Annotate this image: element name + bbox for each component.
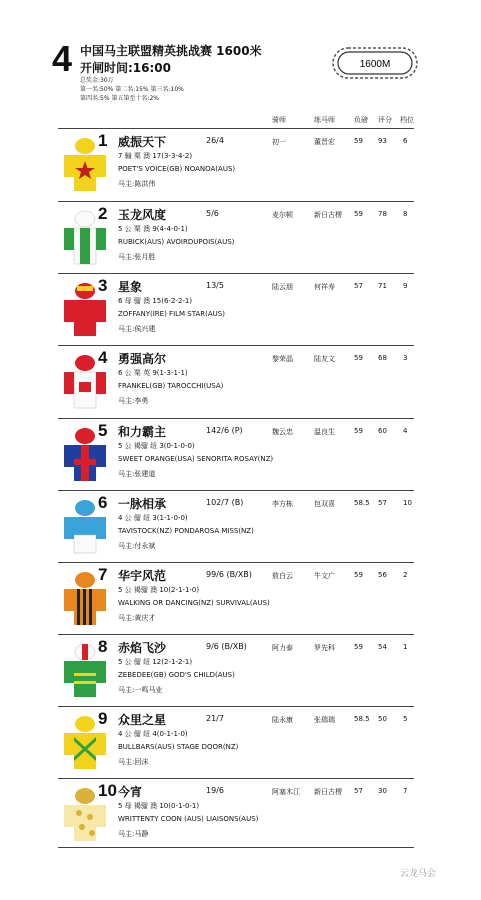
horse-owner: 马主:付永斌	[118, 542, 156, 550]
horse-pedigree: POET'S VOICE(GB) NOANOA(AUS)	[118, 165, 236, 173]
col-header-rating: 评分	[378, 116, 392, 124]
watermark: 云龙马会	[400, 869, 437, 879]
horse-draw: 2	[403, 571, 408, 579]
horse-row	[58, 490, 414, 561]
col-header-draw: 档位	[400, 116, 414, 124]
horse-number: 3	[98, 276, 108, 295]
horse-owner: 马主:陈洪伟	[118, 180, 156, 188]
horse-draw: 3	[403, 354, 408, 362]
horse-rating: 50	[378, 715, 387, 723]
horse-profile: 5 母 褐骝 澳 10(0-1-0-1)	[118, 802, 200, 810]
horse-odds: 99/6 (B/XB)	[206, 570, 252, 579]
horse-owner: 马主:张建道	[118, 470, 156, 478]
horse-odds: 26/4	[206, 136, 224, 145]
horse-name: 星象	[118, 280, 143, 294]
horse-jockey: 陆永康	[272, 716, 293, 724]
horse-trainer: 温良生	[314, 428, 335, 436]
horse-weight: 57	[354, 282, 363, 290]
prize-split-2: 第四名:5% 第五第至十名:2%	[80, 95, 159, 102]
horse-number: 8	[98, 637, 108, 656]
horse-profile: 7 骟 栗 澳 17(3-3-4-2)	[118, 152, 193, 160]
horse-odds: 13/5	[206, 281, 224, 290]
horse-name: 勇强高尔	[118, 352, 167, 366]
horse-profile: 5 公 褐骝 澳 10(2-1-1-0)	[118, 586, 200, 594]
horse-pedigree: WRITTENTY COON (AUS) LIAISONS(AUS)	[118, 815, 259, 823]
horse-owner: 马主:张月胜	[118, 253, 156, 261]
horse-draw: 7	[403, 787, 408, 795]
horse-trainer: 新日古楞	[314, 788, 342, 796]
horse-weight: 59	[354, 137, 363, 145]
race-start-time: 开闸时间:16:00	[80, 61, 171, 75]
horse-owner: 马主:马静	[118, 830, 149, 838]
horse-row	[58, 345, 414, 416]
horse-owner: 马主:黄庆才	[118, 614, 156, 622]
horse-number: 7	[98, 565, 108, 584]
horse-row	[58, 128, 414, 199]
horse-weight: 59	[354, 643, 363, 651]
horse-rating: 60	[378, 427, 387, 435]
horse-jockey: 初一	[272, 138, 286, 146]
horse-weight: 58.5	[354, 499, 370, 507]
horse-trainer: 张瑞瑞	[314, 716, 335, 724]
horse-draw: 9	[403, 282, 408, 290]
horse-jockey: 陆云朋	[272, 283, 293, 291]
horse-row	[58, 562, 414, 633]
col-header-weight: 负磅	[354, 116, 368, 124]
horse-rating: 56	[378, 571, 387, 579]
horse-rating: 57	[378, 499, 387, 507]
horse-trainer: 罗先科	[314, 644, 335, 652]
horse-odds: 9/6 (B/XB)	[206, 642, 247, 651]
track-distance-label: 1600M	[359, 59, 391, 70]
horse-row	[58, 706, 414, 777]
horse-name: 今宵	[118, 785, 143, 799]
col-header-trainer: 练马师	[314, 116, 335, 124]
horse-name: 玉龙风度	[118, 208, 167, 222]
horse-row	[58, 201, 414, 272]
track-diagram	[330, 45, 420, 81]
col-header-jockey: 骑师	[272, 116, 286, 124]
horse-profile: 6 公 栗 英 9(1-3-1-1)	[118, 369, 188, 377]
horse-row	[58, 418, 414, 489]
horse-number: 1	[98, 131, 108, 150]
horse-weight: 59	[354, 354, 363, 362]
horse-number: 2	[98, 204, 108, 223]
horse-draw: 6	[403, 137, 408, 145]
horse-draw: 8	[403, 210, 408, 218]
horse-profile: 5 公 骝 纽 12(2-1-2-1)	[118, 658, 193, 666]
horse-trainer: 何祥寿	[314, 283, 335, 291]
horse-rating: 78	[378, 210, 387, 218]
horse-rating: 71	[378, 282, 387, 290]
horse-profile: 6 母 骝 澳 15(6-2-2-1)	[118, 297, 193, 305]
horse-owner: 马主:侯兴建	[118, 325, 156, 333]
horse-weight: 57	[354, 787, 363, 795]
horse-row	[58, 778, 414, 849]
horse-number: 6	[98, 493, 108, 512]
horse-name: 华宇风范	[118, 569, 167, 583]
horse-odds: 5/6	[206, 209, 219, 218]
horse-jockey: 麦尔顿	[272, 211, 293, 219]
horse-jockey: 李方栋	[272, 500, 293, 508]
horse-owner: 马主:回沫	[118, 758, 149, 766]
horse-pedigree: ZOFFANY(IRE) FILM STAR(AUS)	[118, 310, 225, 318]
horse-profile: 4 公 骝 纽 4(0-1-1-0)	[118, 730, 188, 738]
horse-rating: 54	[378, 643, 387, 651]
horse-odds: 102/7 (B)	[206, 498, 244, 507]
table-bottom-rule	[58, 847, 414, 848]
horse-weight: 59	[354, 571, 363, 579]
horse-jockey: 黎荣晶	[272, 355, 293, 363]
horse-name: 威振天下	[118, 135, 167, 149]
horse-draw: 10	[403, 499, 412, 507]
horse-rating: 68	[378, 354, 387, 362]
race-title: 中国马主联盟精英挑战赛 1600米	[80, 44, 262, 58]
horse-name: 和力霸主	[118, 425, 167, 439]
horse-draw: 4	[403, 427, 408, 435]
horse-draw: 1	[403, 643, 408, 651]
horse-odds: 21/7	[206, 714, 224, 723]
horse-weight: 58.5	[354, 715, 370, 723]
horse-odds: 19/6	[206, 786, 224, 795]
horse-row	[58, 273, 414, 344]
horse-number: 10	[98, 781, 117, 800]
horse-trainer: 陆友文	[314, 355, 335, 363]
horse-jockey: 阿塞木江	[272, 788, 300, 796]
horse-draw: 5	[403, 715, 408, 723]
prize-total: 总奖金:30万	[80, 77, 114, 84]
horse-name: 赤焰飞沙	[118, 641, 167, 655]
horse-trainer: 包双喜	[314, 500, 335, 508]
horse-name: 一脉相承	[118, 497, 167, 511]
horse-pedigree: SWEET ORANGE(USA) SENORITA ROSAY(NZ)	[118, 455, 274, 463]
horse-pedigree: BULLBARS(AUS) STAGE DOOR(NZ)	[118, 743, 239, 751]
horse-profile: 5 公 栗 澳 9(4-4-0-1)	[118, 225, 188, 233]
horse-pedigree: RUBICK(AUS) AVOIRDUPOIS(AUS)	[118, 238, 235, 246]
horse-profile: 5 公 褐骝 纽 3(0-1-0-0)	[118, 442, 195, 450]
horse-trainer: 董晋宏	[314, 138, 335, 146]
horse-profile: 4 公 骝 纽 3(1-1-0-0)	[118, 514, 188, 522]
horse-rating: 93	[378, 137, 387, 145]
horse-pedigree: ZEBEDEE(GB) GOD'S CHILD(AUS)	[118, 671, 235, 679]
horse-pedigree: TAVISTOCK(NZ) PONDAROSA MISS(NZ)	[118, 527, 254, 535]
horse-odds: 142/6 (P)	[206, 426, 243, 435]
race-number: 4	[52, 38, 73, 79]
horse-pedigree: FRANKEL(GB) TAROCCHI(USA)	[118, 382, 224, 390]
horse-number: 4	[98, 348, 108, 367]
horse-weight: 59	[354, 427, 363, 435]
horse-jockey: 魏云忠	[272, 428, 293, 436]
horse-name: 众里之星	[118, 713, 167, 727]
horse-owner: 马主:李勇	[118, 397, 149, 405]
horse-pedigree: WALKING OR DANCING(NZ) SURVIVAL(AUS)	[118, 599, 270, 607]
horse-jockey: 敖白云	[272, 572, 293, 580]
horse-trainer: 新日古楞	[314, 211, 342, 219]
horse-owner: 马主:一鸣马业	[118, 686, 163, 694]
horse-trainer: 牛文广	[314, 572, 335, 580]
horse-row	[58, 634, 414, 705]
horse-number: 9	[98, 709, 108, 728]
prize-split-1: 第一名:50% 第二名:15% 第三名:10%	[80, 86, 184, 93]
horse-weight: 59	[354, 210, 363, 218]
horse-rating: 30	[378, 787, 387, 795]
horse-jockey: 阿力泰	[272, 644, 293, 652]
horse-number: 5	[98, 421, 108, 440]
